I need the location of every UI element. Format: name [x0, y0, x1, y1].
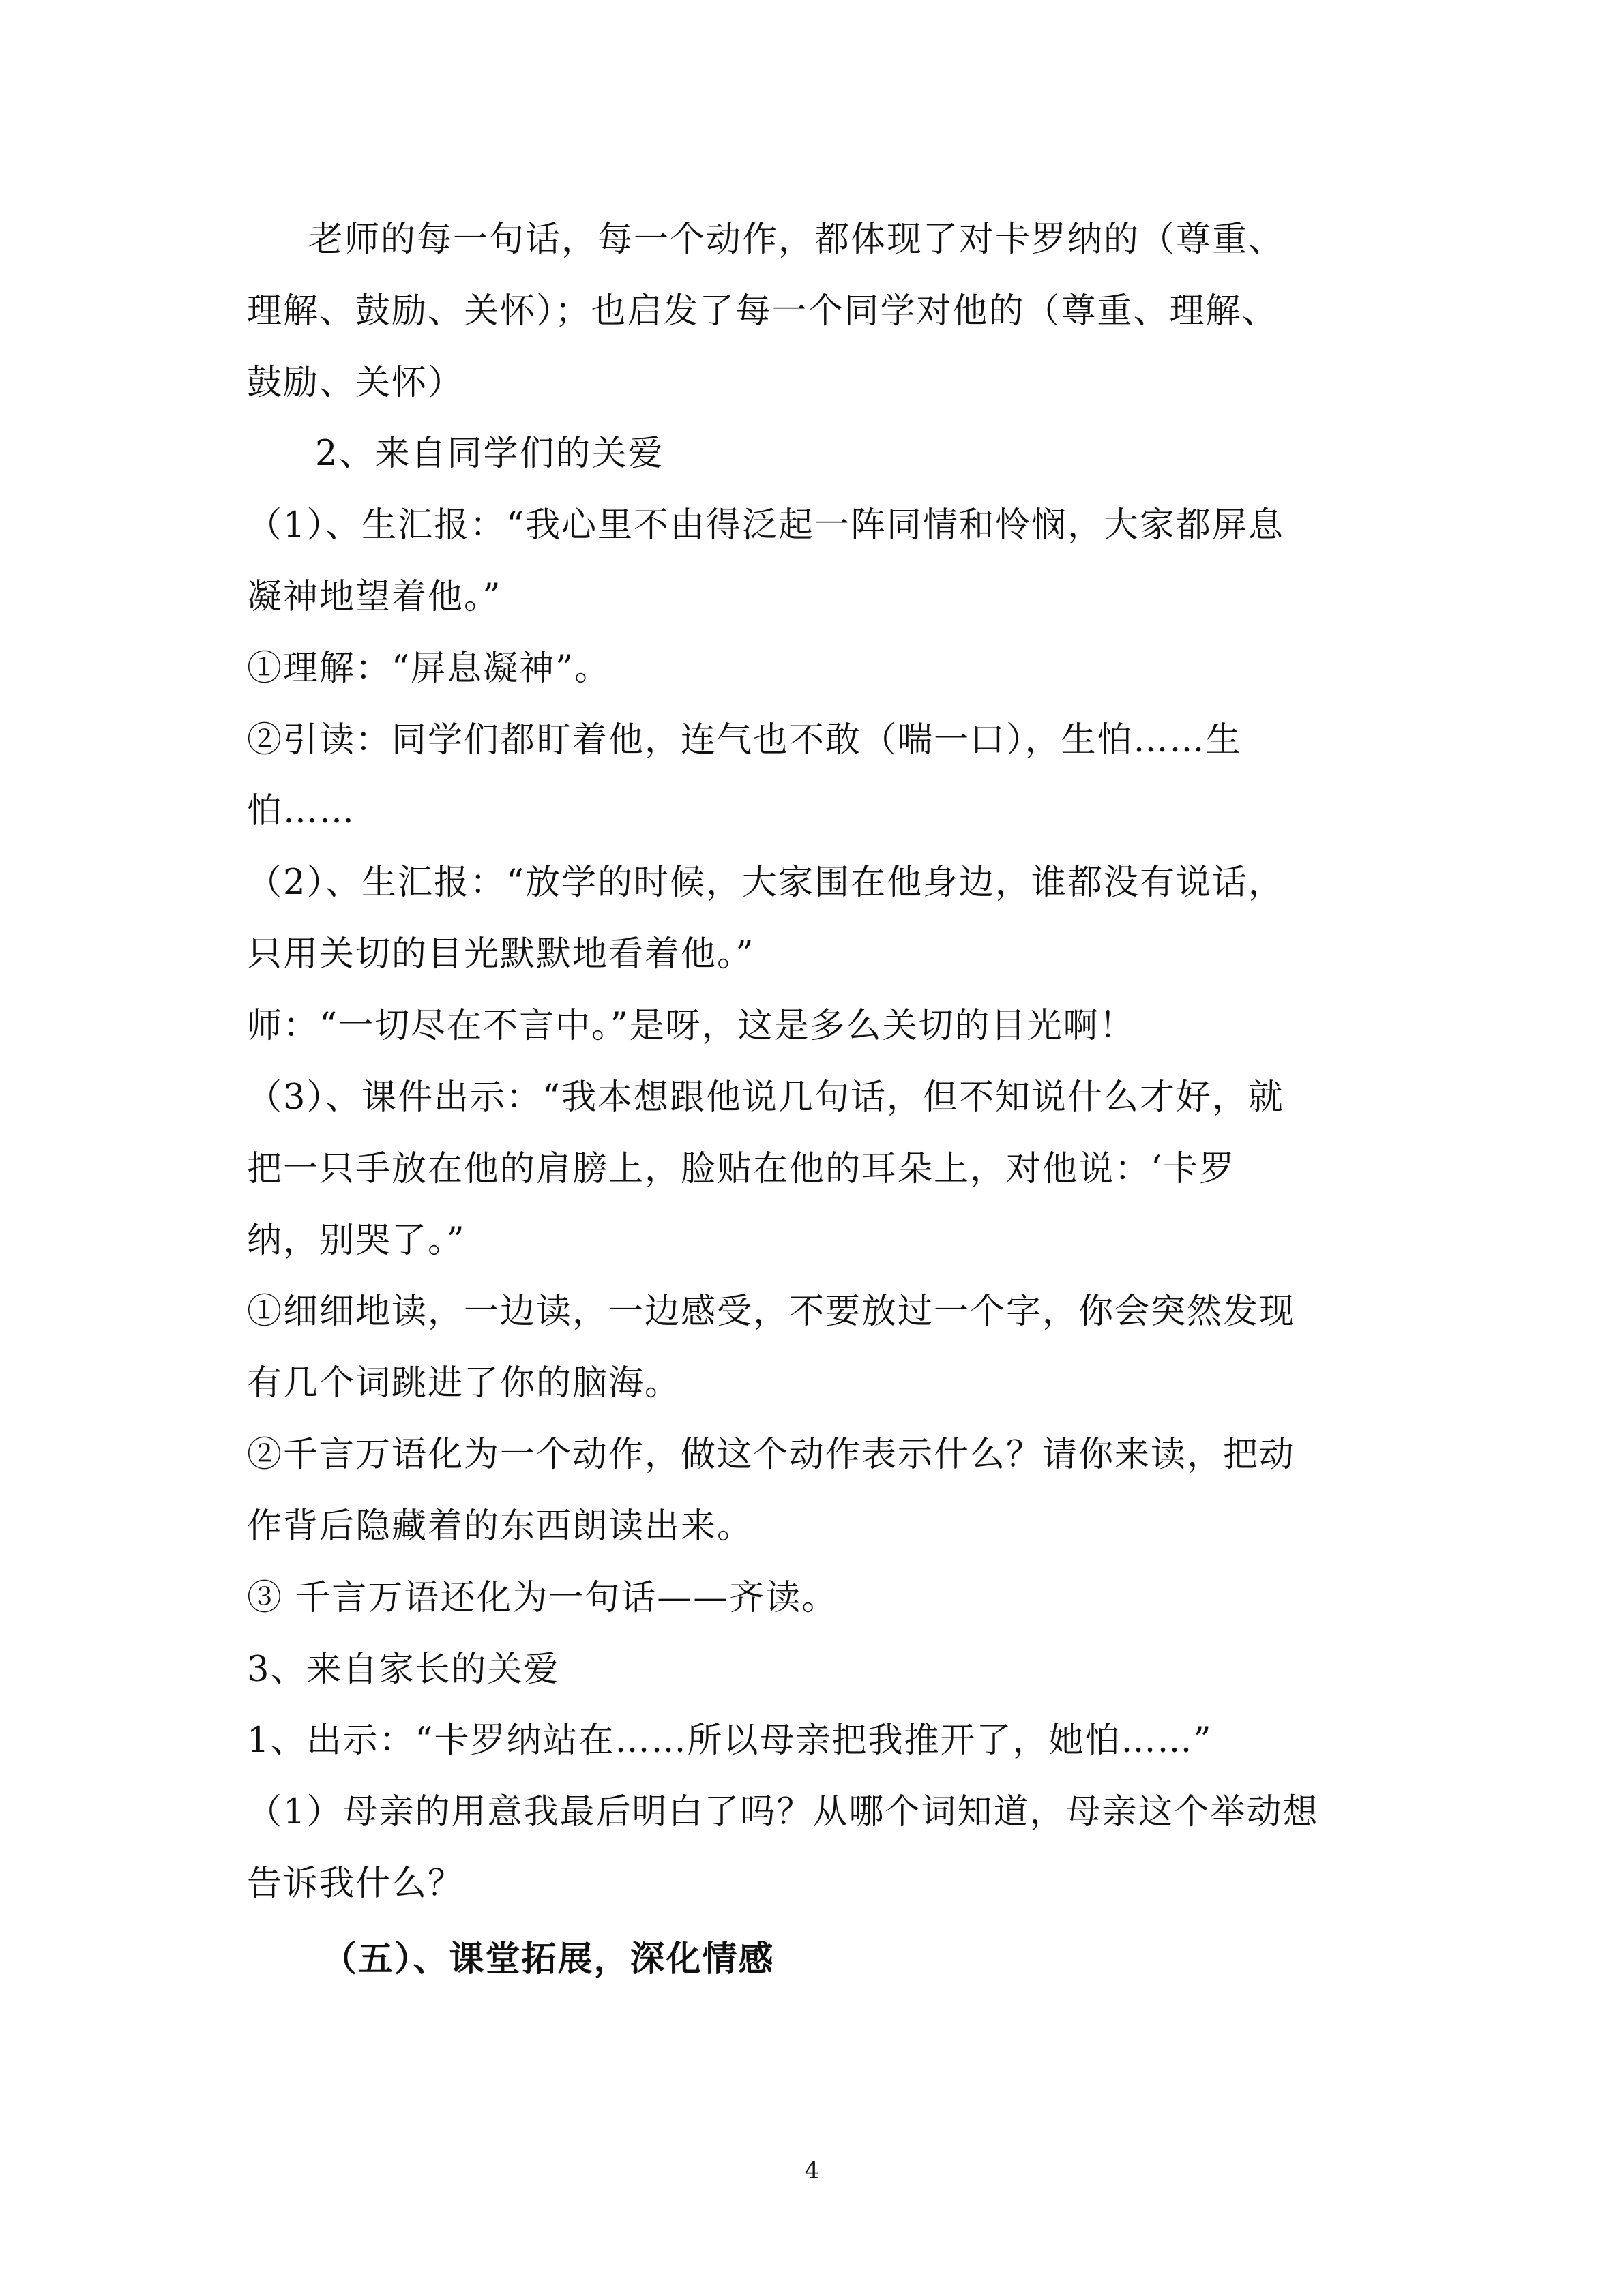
paragraph-line: ②千言万语化为一个动作，做这个动作表示什么？请你来读，把动	[247, 1435, 1296, 1475]
paragraph-line: ①细细地读，一边读，一边感受，不要放过一个字，你会突然发现	[247, 1292, 1296, 1332]
paragraph-line: 1、出示：“卡罗纳站在……所以母亲把我推开了，她怕……”	[247, 1720, 1213, 1761]
section-heading: 3、来自家长的关爱	[247, 1650, 560, 1690]
paragraph-line: 只用关切的目光默默地看着他。”	[247, 934, 755, 974]
section-heading: 2、来自同学们的关爱	[315, 434, 664, 474]
bold-section-heading: （五）、课堂拓展，深化情感	[322, 1939, 775, 1980]
paragraph-line: 鼓励、关怀）	[247, 363, 464, 403]
paragraph-line: （1）、生汇报：“我心里不由得泛起一阵同情和怜悯，大家都屏息	[247, 505, 1285, 546]
paragraph-line: 作背后隐藏着的东西朗读出来。	[247, 1506, 754, 1547]
paragraph-line: ①理解：“屏息凝神”。	[247, 648, 611, 689]
paragraph-line: （2）、生汇报：“放学的时候，大家围在他身边，谁都没有说话，	[247, 863, 1285, 903]
page-number: 4	[804, 2157, 820, 2184]
paragraph-line: 有几个词跳进了你的脑海。	[247, 1363, 681, 1403]
paragraph-line: 纳，别哭了。”	[247, 1221, 466, 1261]
paragraph-line: 理解、鼓励、关怀）；也启发了每一个同学对他的（尊重、理解、	[247, 291, 1278, 331]
paragraph-line: 怕……	[247, 791, 356, 831]
paragraph-line: ②引读：同学们都盯着他，连气也不敢（喘一口），生怕……生	[247, 720, 1242, 760]
paragraph-line: （3）、课件出示：“我本想跟他说几句话，但不知说什么才好，就	[247, 1077, 1285, 1118]
paragraph-line: 师：“一切尽在不言中。”是呀，这是多么关切的目光啊！	[247, 1006, 1136, 1046]
paragraph-line: 把一只手放在他的肩膀上，脸贴在他的耳朵上，对他说：‘卡罗	[247, 1149, 1236, 1189]
paragraph-line: ③ 千言万语还化为一句话——齐读。	[247, 1578, 838, 1618]
paragraph-line: （1）母亲的用意我最后明白了吗？从哪个词知道，母亲这个举动想	[247, 1792, 1319, 1832]
paragraph-line: 凝神地望着他。”	[247, 577, 502, 617]
paragraph-line: 告诉我什么？	[247, 1864, 464, 1904]
paragraph-line: 老师的每一句话，每一个动作，都体现了对卡罗纳的（尊重、	[308, 220, 1285, 260]
